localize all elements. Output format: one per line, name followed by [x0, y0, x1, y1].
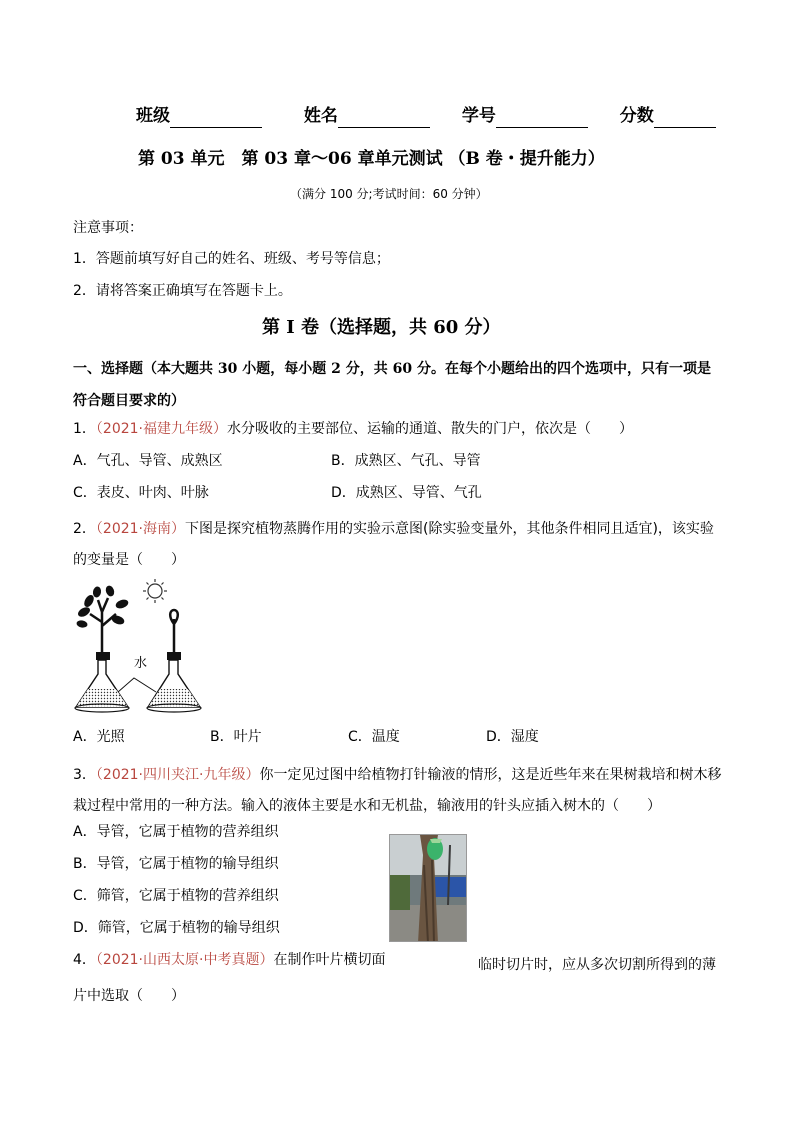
plant-without-leaves [170, 610, 178, 656]
sun-icon [143, 579, 167, 603]
page-subtitle: （满分 100 分;考试时间：60 分钟） [290, 187, 488, 201]
transpiration-figure [70, 574, 220, 716]
right-flask [147, 652, 201, 712]
name-label: 姓名 [303, 106, 338, 126]
class-field[interactable] [170, 111, 262, 128]
question-1-option-b[interactable]: B．成熟区、气孔、导管 [331, 453, 481, 469]
notes-item: 2．请将答案正确填写在答题卡上。 [73, 283, 292, 299]
question-3-option-b[interactable]: B．导管，它属于植物的输导组织 [73, 856, 279, 872]
question-3-option-a[interactable]: A．导管，它属于植物的营养组织 [73, 824, 279, 840]
question-text: 水分吸收的主要部位、运输的通道、散失的门户，依次是（ ） [227, 421, 634, 437]
section-instructions: 一、选择题（本大题共 30 小题，每小题 2 分，共 60 分。在每个小题给出的四个选项中，只有一项是符合题目要求的） [73, 361, 711, 409]
question-3-option-c[interactable]: C．筛管，它属于植物的营养组织 [73, 888, 279, 904]
question-2-stem [73, 514, 725, 576]
class-label: 班级 [136, 106, 170, 126]
question-text: 下图是探究植物蒸腾作用的实验示意图(除实验变量外，其他条件相同且适宜)，该实验的变量是（ ） [73, 521, 714, 568]
question-number: 4． [73, 952, 96, 968]
question-3-option-d[interactable]: D．筛管，它属于植物的输导组织 [73, 920, 280, 936]
score-label: 分数 [619, 106, 654, 126]
question-2-option-a[interactable]: A．光照 [73, 729, 125, 745]
plant-with-leaves [77, 585, 129, 656]
info-line [136, 104, 716, 128]
question-source: （2021·海南） [95, 521, 186, 537]
tree-infusion-photo [389, 834, 467, 942]
question-number: 1． [73, 421, 96, 437]
question-1-option-d[interactable]: D．成熟区、导管、气孔 [331, 485, 482, 501]
question-2-option-b[interactable]: B．叶片 [210, 729, 262, 745]
student-id-field[interactable] [496, 111, 588, 128]
question-3-stem [73, 760, 725, 822]
notes-heading: 注意事项： [73, 220, 143, 236]
question-source: （2021·山西太原·中考真题） [95, 952, 274, 968]
score-field[interactable] [654, 111, 716, 128]
student-id-label: 学号 [461, 106, 496, 126]
notes-item: 1．答题前填写好自己的姓名、班级、考号等信息； [73, 251, 390, 267]
question-number: 3． [73, 767, 96, 783]
section-title: 第 I 卷（选择题，共 60 分） [262, 317, 501, 338]
question-2-option-d[interactable]: D．湿度 [486, 729, 539, 745]
page-title: 第 03 单元 第 03 章～06 章单元测试 （B 卷・提升能力） [138, 149, 605, 169]
question-source: （2021·四川夹江·九年级） [95, 767, 260, 783]
question-1-stem [73, 419, 633, 439]
question-number: 2． [73, 521, 96, 537]
question-1-option-a[interactable]: A．气孔、导管、成熟区 [73, 453, 223, 469]
question-4-stem-continued: 临时切片时，应从多次切割所得到的薄片中选取（ ） [73, 957, 716, 1004]
left-flask [75, 652, 129, 712]
question-source: （2021·福建九年级） [95, 421, 228, 437]
question-2-option-c[interactable]: C．温度 [348, 729, 400, 745]
figure-label-water: 水 [134, 656, 148, 671]
question-text: 在制作叶片横切面 [273, 952, 386, 968]
question-text: 你一定见过图中给植物打针输液的情形，这是近些年来在果树栽培和树木移栽过程中常用的一种方法。输入的液体主要是水和无机盐，输液用的针头应插入树木的（ ） [73, 767, 722, 814]
name-field[interactable] [338, 111, 430, 128]
question-1-option-c[interactable]: C．表皮、叶肉、叶脉 [73, 485, 209, 501]
